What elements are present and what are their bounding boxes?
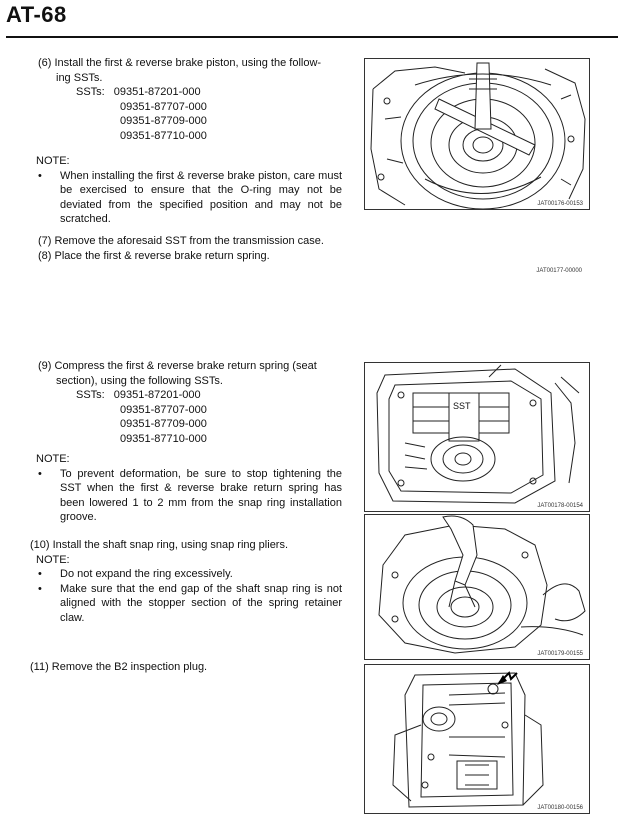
note-bullet — [30, 567, 342, 582]
snap-ring-pliers-illustration — [365, 515, 589, 659]
transmission-case-illustration — [365, 363, 589, 511]
page-title: AT-68 — [6, 2, 67, 27]
note-label: NOTE: — [36, 553, 70, 566]
figure-code: JAT00180-00156 — [537, 805, 583, 811]
figure-b2-plug — [364, 664, 590, 814]
step-6 — [38, 56, 340, 143]
sst-part-number: 09351-87707-000 — [120, 403, 207, 416]
step-6-line1: (6) Install the first & reverse brake piston, using the follow- — [38, 57, 322, 69]
step-9-line2: section), using the following SSTs. — [56, 374, 223, 387]
note-text: Do not expand the ring excessively. — [60, 568, 233, 580]
sst-part-number: 09351-87710-000 — [120, 129, 207, 142]
step-9-note — [36, 452, 342, 525]
step-6-line2: ing SSTs. — [56, 71, 103, 84]
step-10-line: (10) Install the shaft snap ring, using snap ring pliers. — [30, 539, 289, 551]
sst-callout-label: SST — [453, 401, 471, 411]
note-bullet — [30, 582, 342, 626]
step-9-sst-row-1 — [38, 388, 340, 403]
figure-code: JAT00176-00153 — [537, 201, 583, 207]
note-text: When installing the first & reverse brake piston, care must be exercised to ensure that the O-ring may not be deviated from the specified position and may not be scratched. — [60, 169, 342, 225]
note-bullet — [36, 169, 342, 227]
step-9-line1: (9) Compress the first & reverse brake return spring (seat — [38, 360, 317, 372]
sst-part-number: 09351-87201-000 — [113, 86, 201, 98]
step-6-note — [36, 154, 342, 227]
figure-code: JAT00178-00154 — [537, 503, 583, 509]
sst-label: SSTs: — [76, 389, 105, 401]
step-6-sst-row-1 — [38, 85, 340, 100]
valve-body-illustration — [365, 665, 589, 813]
bullet-mark: • — [38, 467, 42, 480]
figure-brake-piston — [364, 58, 590, 210]
step-8: (8) Place the first & reverse brake return spring. — [38, 250, 270, 262]
sst-part-number: 09351-87201-000 — [113, 389, 201, 401]
bullet-mark: • — [38, 568, 42, 580]
sst-part-number: 09351-87710-000 — [120, 432, 207, 445]
note-bullet — [36, 467, 342, 525]
sst-label: SSTs: — [76, 86, 105, 98]
step-11: (11) Remove the B2 inspection plug. — [30, 661, 208, 673]
sst-part-number: 09351-87709-000 — [120, 418, 207, 430]
figure-snap-ring — [364, 514, 590, 660]
bullet-mark: • — [38, 169, 42, 182]
figure-sst-compress — [364, 362, 590, 512]
note-text: Make sure that the end gap of the shaft snap ring is not aligned with the stopper section of the spring retainer claw. — [60, 582, 342, 624]
note-label: NOTE: — [36, 155, 70, 167]
figure-return-spring — [364, 262, 588, 276]
note-label: NOTE: — [36, 453, 70, 465]
bullet-mark: • — [38, 582, 42, 595]
figure-code: JAT00179-00155 — [537, 651, 583, 657]
note-text: To prevent deformation, be sure to stop tightening the SST when the first & reverse brake return spring has been lowered 1 to 2 mm from the snap ring installation groove. — [60, 467, 342, 523]
step-10 — [30, 538, 342, 625]
sst-part-number: 09351-87709-000 — [120, 115, 207, 127]
figure-code: JAT00177-00000 — [536, 268, 582, 274]
title-rule — [6, 36, 618, 38]
step-9 — [38, 359, 340, 446]
step-7: (7) Remove the aforesaid SST from the transmission case. — [38, 235, 324, 247]
transmission-illustration — [365, 59, 589, 209]
sst-part-number: 09351-87707-000 — [120, 100, 207, 113]
